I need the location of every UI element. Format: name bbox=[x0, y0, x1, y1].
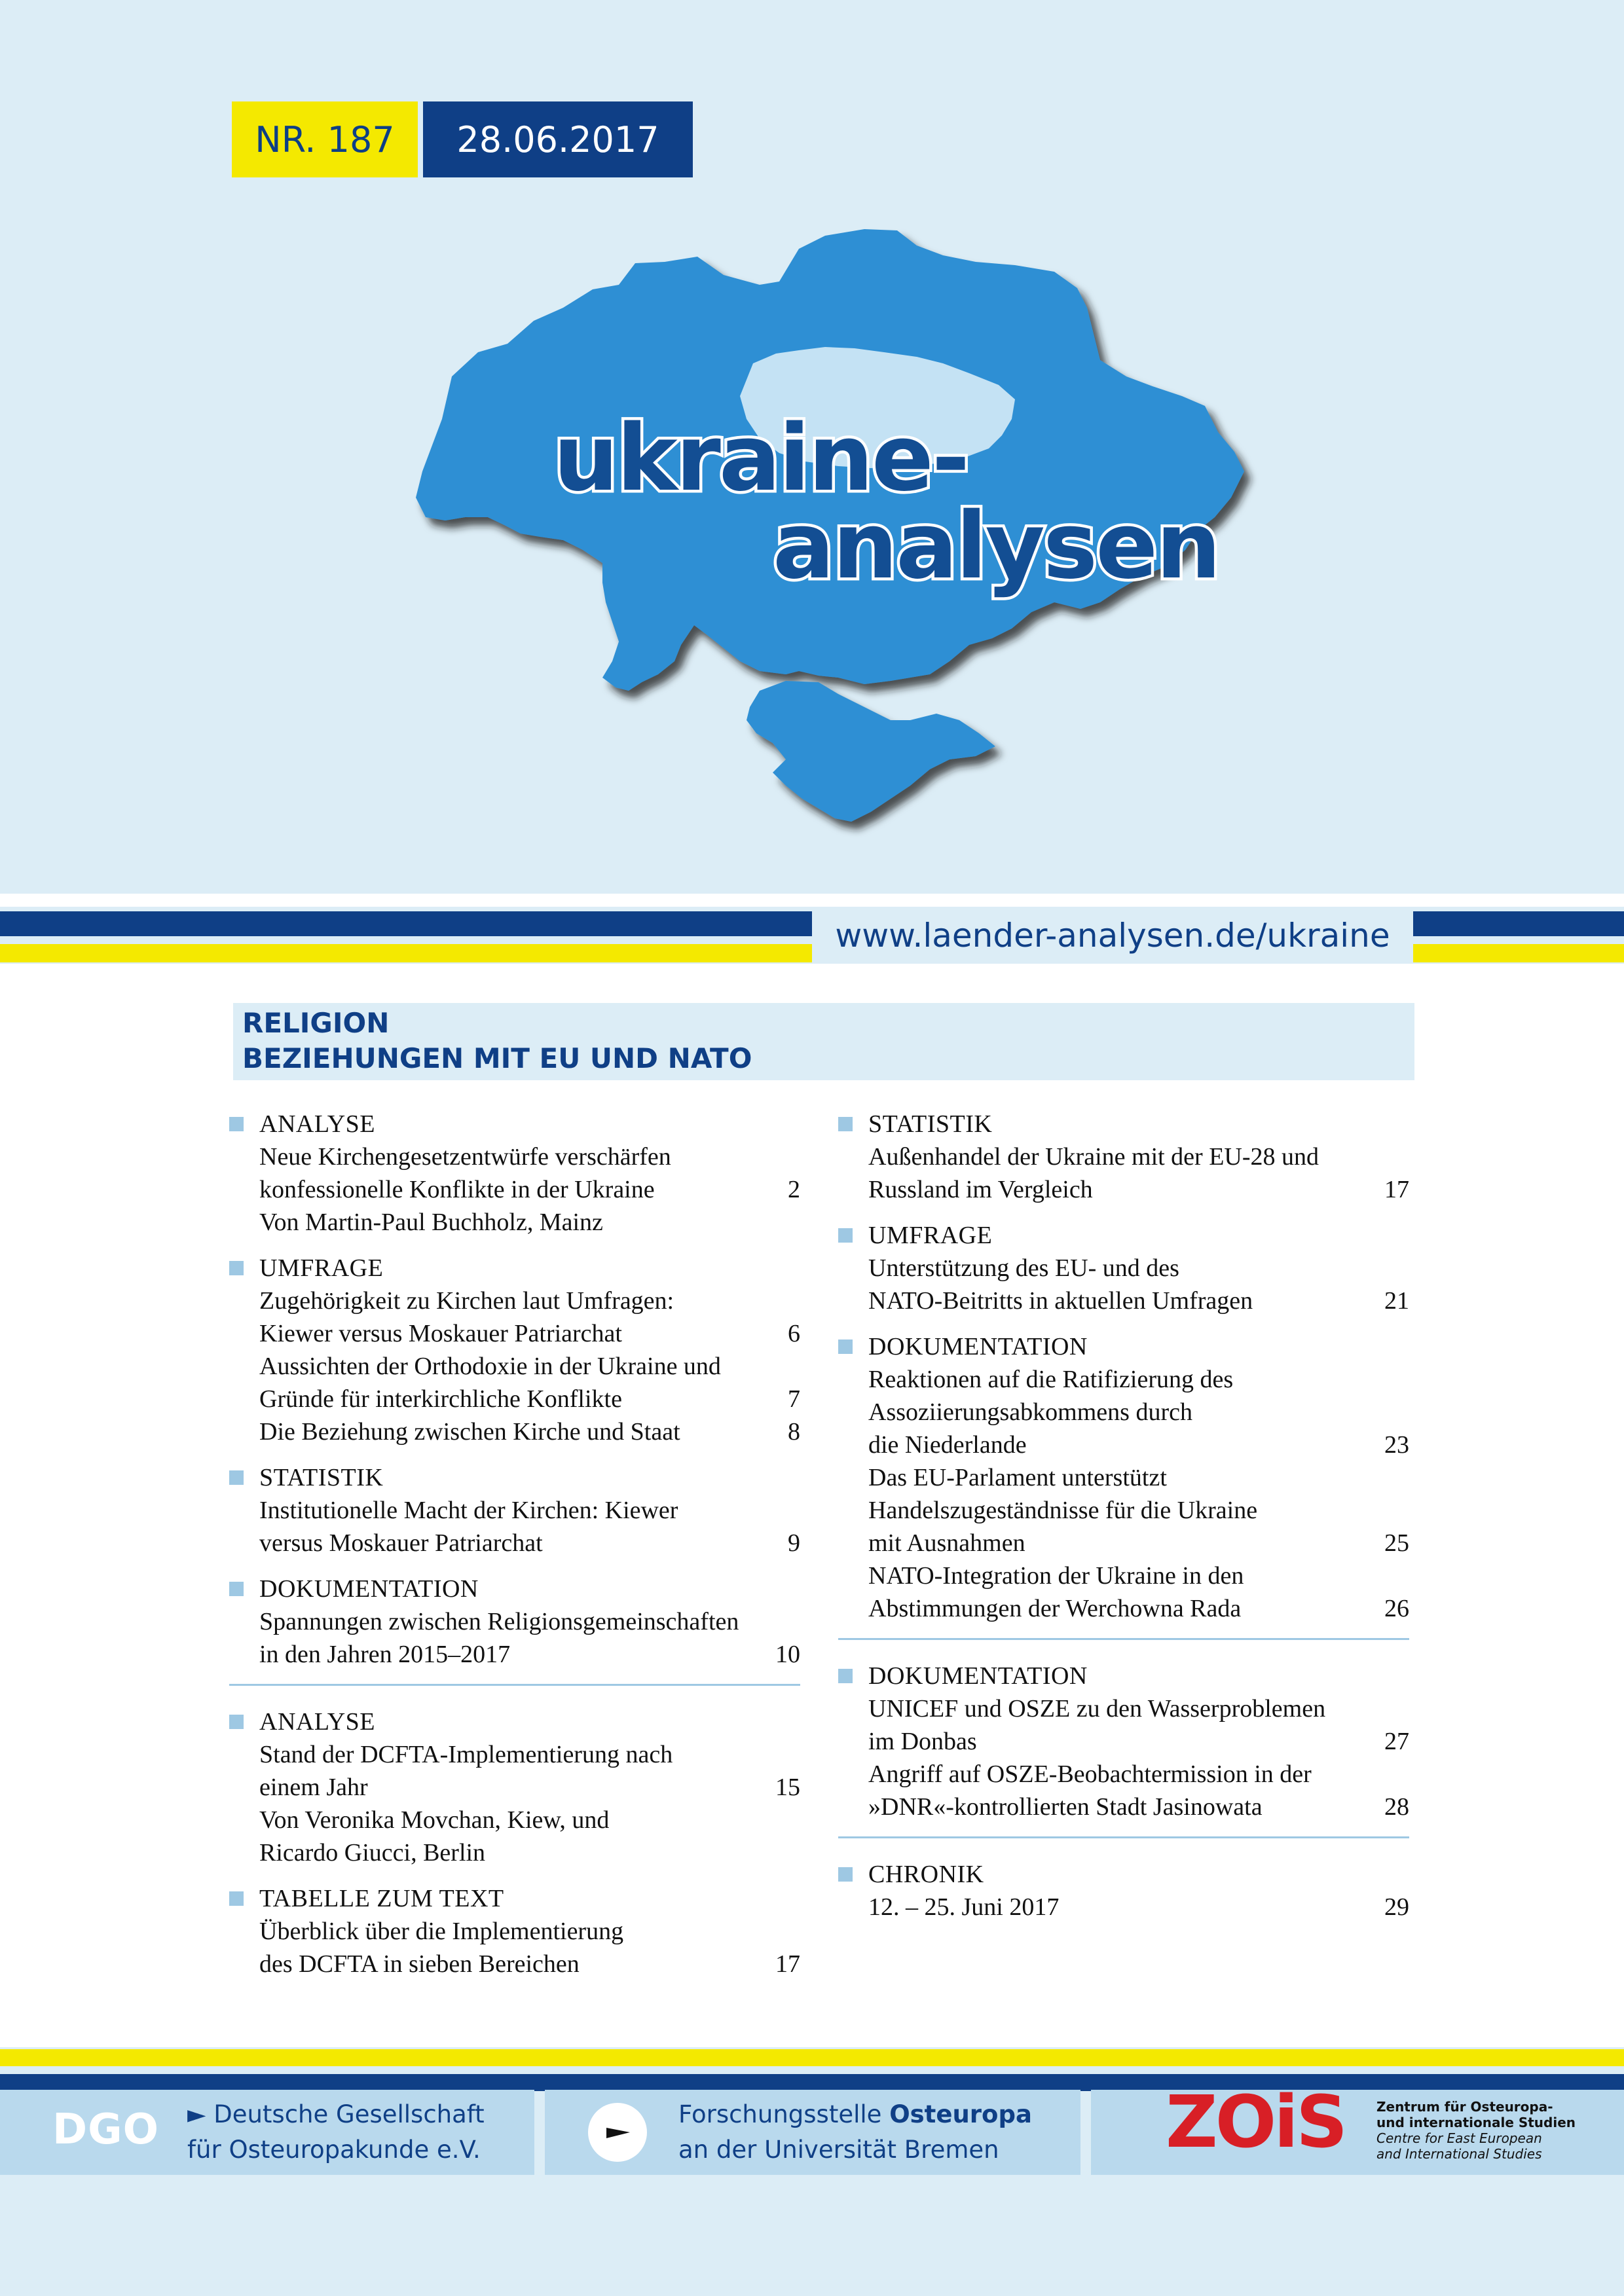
toc-section bbox=[229, 1573, 800, 1671]
toc-category: ANALYSE bbox=[259, 1708, 376, 1736]
toc-entry-line[interactable] bbox=[259, 1915, 800, 1948]
toc-page-number bbox=[1383, 1494, 1409, 1527]
toc-entry-text: Stand der DCFTA-Implementierung nach bbox=[259, 1741, 673, 1768]
toc-section bbox=[229, 1882, 800, 1980]
toc-page-number bbox=[774, 1915, 800, 1948]
toc-section bbox=[838, 1108, 1409, 1206]
crimea-shape bbox=[747, 681, 995, 822]
toc-category: DOKUMENTATION bbox=[259, 1575, 479, 1603]
topic-line-2: BEZIEHUNGEN MIT EU UND NATO bbox=[242, 1042, 752, 1074]
fso-logo-icon bbox=[587, 2102, 648, 2163]
toc-category: STATISTIK bbox=[868, 1110, 993, 1138]
toc-page-number: 2 bbox=[788, 1176, 800, 1203]
toc-page-number bbox=[774, 1804, 800, 1836]
topics-banner bbox=[233, 1003, 1414, 1080]
toc-section bbox=[229, 1705, 800, 1869]
toc-entry-line[interactable] bbox=[259, 1285, 800, 1317]
toc-entry-text: Die Beziehung zwischen Kirche und Staat bbox=[259, 1418, 680, 1446]
toc-entry-line[interactable] bbox=[259, 1415, 800, 1448]
toc-divider bbox=[838, 1836, 1409, 1838]
toc-entry-text: Abstimmungen der Werchowna Rada bbox=[868, 1595, 1242, 1622]
toc-divider bbox=[229, 1684, 800, 1686]
toc-entry-line[interactable] bbox=[868, 1494, 1409, 1527]
toc-entry-text: NATO-Beitritts in aktuellen Umfragen bbox=[868, 1287, 1253, 1315]
dgo-name-line2: für Osteuropakunde e.V. bbox=[187, 2136, 481, 2164]
stripe-blue-right bbox=[1413, 911, 1624, 936]
toc-entry-line[interactable] bbox=[259, 1771, 800, 1804]
footer-stripe-yellow bbox=[0, 2049, 1624, 2066]
toc-entry-text: Assoziierungsabkommens durch bbox=[868, 1398, 1192, 1426]
toc-category: TABELLE ZUM TEXT bbox=[259, 1885, 504, 1912]
toc-entry-text: »DNR«-kontrollierten Stadt Jasinowata bbox=[868, 1793, 1263, 1821]
toc-entry-line[interactable] bbox=[259, 1836, 800, 1869]
toc-entry-text: Von Veronika Movchan, Kiew, und bbox=[259, 1806, 610, 1834]
fso-name-line2: an der Universität Bremen bbox=[678, 2136, 999, 2164]
footer-stripe-blue bbox=[0, 2074, 1624, 2091]
toc-entry-text: NATO-Integration der Ukraine in den bbox=[868, 1562, 1244, 1590]
toc-entry-text: Gründe für interkirchliche Konflikte bbox=[259, 1385, 622, 1413]
toc-entry-line[interactable] bbox=[868, 1363, 1409, 1396]
toc-right-column bbox=[838, 1108, 1409, 1937]
toc-entry-text: Reaktionen auf die Ratifizierung des bbox=[868, 1366, 1234, 1393]
toc-category: STATISTIK bbox=[259, 1464, 384, 1491]
toc-page-number bbox=[774, 1140, 800, 1173]
toc-entry-text: Unterstützung des EU- und des bbox=[868, 1254, 1179, 1282]
toc-page-number bbox=[774, 1285, 800, 1317]
toc-entry-text: Institutionelle Macht der Kirchen: Kiewer bbox=[259, 1497, 678, 1524]
fso-name-line1[interactable]: Forschungsstelle Osteuropa bbox=[678, 2100, 1032, 2128]
toc-category: CHRONIK bbox=[868, 1861, 984, 1888]
toc-entry-line[interactable] bbox=[868, 1891, 1409, 1923]
toc-section bbox=[838, 1219, 1409, 1317]
toc-entry-text: 12. – 25. Juni 2017 bbox=[868, 1893, 1060, 1921]
toc-entry-line[interactable] bbox=[259, 1494, 800, 1527]
toc-page-number: 28 bbox=[1384, 1793, 1409, 1821]
toc-entry-line[interactable] bbox=[259, 1206, 800, 1239]
toc-entry-line[interactable] bbox=[259, 1317, 800, 1350]
stripe-yellow-right bbox=[1413, 944, 1624, 962]
toc-page-number: 21 bbox=[1384, 1287, 1409, 1315]
toc-entry-line[interactable] bbox=[259, 1140, 800, 1173]
toc-page-number bbox=[1383, 1140, 1409, 1173]
toc-section bbox=[229, 1252, 800, 1448]
zois-line3: Centre for East European bbox=[1376, 2130, 1542, 2146]
toc-entry-text: Zugehörigkeit zu Kirchen laut Umfragen: bbox=[259, 1287, 674, 1315]
toc-entry-line[interactable] bbox=[868, 1791, 1409, 1823]
toc-entry-line[interactable] bbox=[868, 1725, 1409, 1758]
toc-page-number: 27 bbox=[1384, 1728, 1409, 1755]
issue-number: NR. 187 bbox=[232, 101, 418, 177]
toc-page-number: 7 bbox=[788, 1385, 800, 1413]
toc-entry-text: Angriff auf OSZE-Beobachtermission in der bbox=[868, 1760, 1312, 1788]
toc-category: ANALYSE bbox=[259, 1110, 376, 1138]
toc-page-number: 10 bbox=[775, 1641, 800, 1668]
logo-text-line1: ukraine- bbox=[553, 405, 969, 512]
ukraine-map bbox=[367, 210, 1310, 851]
website-url[interactable]: www.laender-analysen.de/ukraine bbox=[812, 909, 1413, 962]
toc-section bbox=[838, 1330, 1409, 1625]
toc-entry-line[interactable] bbox=[259, 1383, 800, 1415]
toc-page-number: 6 bbox=[788, 1320, 800, 1347]
zois-logo: ZOiS bbox=[1166, 2080, 1346, 2164]
zois-line2: und internationale Studien bbox=[1376, 2115, 1576, 2130]
toc-entry-line[interactable] bbox=[259, 1804, 800, 1836]
toc-category: UMFRAGE bbox=[868, 1222, 993, 1249]
toc-page-number bbox=[774, 1350, 800, 1383]
toc-page-number: 15 bbox=[775, 1774, 800, 1801]
zois-line4: and International Studies bbox=[1376, 2146, 1542, 2162]
toc-entry-line[interactable] bbox=[868, 1396, 1409, 1429]
toc-entry-line[interactable] bbox=[868, 1140, 1409, 1173]
toc-divider bbox=[838, 1638, 1409, 1640]
toc-entry-text: Das EU-Parlament unterstützt bbox=[868, 1464, 1167, 1491]
toc-page-number bbox=[1383, 1363, 1409, 1396]
toc-section bbox=[229, 1461, 800, 1559]
toc-page-number bbox=[1383, 1252, 1409, 1285]
toc-page-number bbox=[774, 1836, 800, 1869]
toc-entry-text: Von Martin-Paul Buchholz, Mainz bbox=[259, 1209, 603, 1236]
triangle-icon: ► bbox=[187, 2100, 214, 2128]
toc-entry-text: UNICEF und OSZE zu den Wasserproblemen bbox=[868, 1695, 1326, 1722]
toc-entry-line[interactable] bbox=[868, 1559, 1409, 1592]
toc-entry-text: in den Jahren 2015–2017 bbox=[259, 1641, 511, 1668]
toc-entry-line[interactable] bbox=[259, 1638, 800, 1671]
toc-entry-line[interactable] bbox=[868, 1692, 1409, 1725]
toc-entry-text: Neue Kirchengesetzentwürfe verschärfen bbox=[259, 1143, 671, 1171]
toc-page-number bbox=[1383, 1559, 1409, 1592]
toc-page-number bbox=[1383, 1461, 1409, 1494]
toc-entry-line[interactable] bbox=[868, 1285, 1409, 1317]
toc-entry-text: Kiewer versus Moskauer Patriarchat bbox=[259, 1320, 622, 1347]
toc-left-column bbox=[229, 1108, 800, 1994]
toc-entry-text: im Donbas bbox=[868, 1728, 977, 1755]
toc-entry-text: mit Ausnahmen bbox=[868, 1529, 1025, 1557]
toc-entry-text: Aussichten der Orthodoxie in der Ukraine und bbox=[259, 1353, 721, 1380]
toc-category: DOKUMENTATION bbox=[868, 1662, 1088, 1690]
toc-entry-line[interactable] bbox=[259, 1605, 800, 1638]
toc-entry-text: versus Moskauer Patriarchat bbox=[259, 1529, 543, 1557]
toc-entry-text: die Niederlande bbox=[868, 1431, 1027, 1459]
toc-page-number bbox=[1383, 1396, 1409, 1429]
toc-entry-line[interactable] bbox=[259, 1350, 800, 1383]
toc-section bbox=[838, 1858, 1409, 1923]
toc-entry-text: Handelszugeständnisse für die Ukraine bbox=[868, 1497, 1258, 1524]
toc-page-number bbox=[1383, 1692, 1409, 1725]
issue-date: 28.06.2017 bbox=[423, 101, 693, 177]
dgo-name-line1[interactable]: ► Deutsche Gesellschaft bbox=[187, 2100, 485, 2128]
toc-entry-line[interactable] bbox=[868, 1592, 1409, 1625]
logo-text-line2: analysen bbox=[773, 493, 1219, 600]
toc-entry-line[interactable] bbox=[868, 1461, 1409, 1494]
toc-page-number: 26 bbox=[1384, 1595, 1409, 1622]
toc-entry-line[interactable] bbox=[259, 1738, 800, 1771]
toc-page-number bbox=[774, 1206, 800, 1239]
toc-page-number bbox=[774, 1494, 800, 1527]
stripe-yellow-left bbox=[0, 944, 812, 962]
toc-page-number: 8 bbox=[788, 1418, 800, 1446]
toc-category: UMFRAGE bbox=[259, 1254, 384, 1282]
toc-page-number: 29 bbox=[1384, 1893, 1409, 1921]
toc-section bbox=[229, 1108, 800, 1239]
toc-entry-line[interactable] bbox=[868, 1429, 1409, 1461]
toc-entry-text: Außenhandel der Ukraine mit der EU-28 und bbox=[868, 1143, 1320, 1171]
toc-page-number bbox=[774, 1605, 800, 1638]
toc-entry-line[interactable] bbox=[259, 1173, 800, 1206]
toc-page-number: 17 bbox=[775, 1950, 800, 1978]
toc-entry-line[interactable] bbox=[259, 1527, 800, 1559]
toc-page-number bbox=[774, 1738, 800, 1771]
toc-page-number: 17 bbox=[1384, 1176, 1409, 1203]
toc-entry-text: einem Jahr bbox=[259, 1774, 368, 1801]
toc-entry-line[interactable] bbox=[868, 1173, 1409, 1206]
toc-entry-text: Ricardo Giucci, Berlin bbox=[259, 1839, 486, 1867]
toc-page-number: 23 bbox=[1384, 1431, 1409, 1459]
toc-entry-text: Spannungen zwischen Religionsgemeinschaften bbox=[259, 1608, 739, 1635]
toc-page-number: 9 bbox=[788, 1529, 800, 1557]
topic-line-1: RELIGION bbox=[242, 1007, 390, 1039]
toc-entry-line[interactable] bbox=[259, 1948, 800, 1980]
toc-entry-text: konfessionelle Konflikte in der Ukraine bbox=[259, 1176, 655, 1203]
zois-line1: Zentrum für Osteuropa- bbox=[1376, 2099, 1553, 2115]
white-separator bbox=[0, 894, 1624, 907]
toc-section bbox=[838, 1660, 1409, 1823]
toc-entry-line[interactable] bbox=[868, 1527, 1409, 1559]
toc-category: DOKUMENTATION bbox=[868, 1333, 1088, 1360]
toc-entry-line[interactable] bbox=[868, 1758, 1409, 1791]
toc-entry-text: Überblick über die Implementierung bbox=[259, 1918, 624, 1945]
toc-entry-line[interactable] bbox=[868, 1252, 1409, 1285]
stripe-blue-left bbox=[0, 911, 812, 936]
toc-page-number bbox=[1383, 1758, 1409, 1791]
toc-entry-text: Russland im Vergleich bbox=[868, 1176, 1093, 1203]
toc-page-number: 25 bbox=[1384, 1529, 1409, 1557]
toc-entry-text: des DCFTA in sieben Bereichen bbox=[259, 1950, 580, 1978]
dgo-logo: DGO bbox=[52, 2105, 160, 2154]
